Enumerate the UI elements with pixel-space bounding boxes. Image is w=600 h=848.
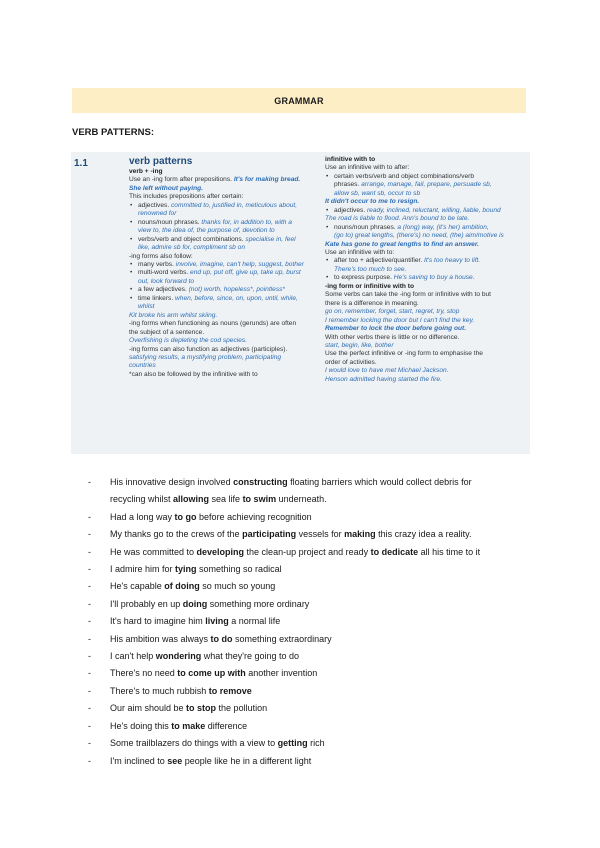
list-item-continuation: recycling whilst allowing sea life to swim underneath. — [110, 494, 327, 505]
example-line: view to, the idea of, the purpose of, devotion to — [138, 227, 275, 235]
ref-line: phrases. arrange, manage, fail, prepare, persuade sb, — [334, 181, 492, 189]
list-item: - I'm inclined to see people like he in a different light — [88, 755, 312, 766]
list-item: - It's hard to imagine him living a normal life — [88, 616, 281, 627]
left-subheading: verb + -ing — [129, 168, 163, 175]
right-heading: -ing form or infinitive with to — [325, 282, 415, 290]
list-item: - He's doing this to make difference — [88, 720, 248, 731]
list-item: - He was committed to developing the clean-up project and ready to dedicate all his time to it — [88, 546, 481, 557]
example-sentences-list — [88, 474, 538, 770]
ref-line: Use an infinitive with to after: — [325, 164, 410, 172]
list-item: - There's to much rubbish to remove — [88, 685, 252, 696]
example-line: Henson admitted having started the fire. — [325, 375, 442, 383]
example-line: (go to) great lengths, (there's) no need, (the) aim/motive is — [334, 232, 504, 240]
grammar-reference-panel — [71, 152, 530, 454]
ref-line: Use an infinitive with to: — [325, 248, 395, 256]
right-heading: infinitive with to — [325, 156, 376, 163]
example-line: countries — [129, 362, 156, 370]
example-line: like, admire sb for, compliment sb on — [138, 244, 246, 252]
list-item: - His innovative design involved constructing floating barriers which would collect debris for — [88, 477, 472, 487]
ref-line: -ing forms also follow: — [129, 252, 193, 260]
bullet-item: • after too + adjective/quantifier. It's too heavy to lift. — [326, 257, 481, 265]
bullet-item: • adjectives. committed to, justified in, meticulous about, — [130, 201, 298, 209]
ref-line: With other verbs there is little or no difference. — [325, 333, 460, 341]
panel-number: 1.1 — [74, 158, 88, 169]
list-item: - His ambition was always to do something extraordinary — [88, 633, 332, 644]
example-line: allow sb, want sb, occur to sb — [334, 189, 421, 197]
bullet-item: • nouns/noun phrases. a (long) way, (it's her) ambition, — [326, 223, 489, 231]
bullet-item: • verbs/verb and object combinations. specialise in, feel — [130, 235, 296, 243]
example-line: Kit broke his arm whilst skiing. — [129, 311, 218, 319]
example-line: start, begin, like, bother — [325, 341, 394, 349]
list-item: - I admire him for tying something so radical — [88, 564, 282, 575]
list-item: - He's capable of doing so much so young — [88, 581, 276, 592]
ref-line: -ing forms can also function as adjectives (participles). — [129, 345, 288, 353]
ref-line: -ing forms when functioning as nouns (gerunds) are often — [129, 320, 297, 328]
bullet-item: • multi-word verbs. end up, put off, give up, take up, burst — [130, 269, 301, 277]
bullet-item: • nouns/noun phrases. thanks for, in addition to, with a — [130, 218, 292, 226]
example-line: There's too much to see. — [334, 265, 407, 273]
example-line: out, look forward to — [138, 277, 195, 285]
ref-line: the subject of a sentence. — [129, 328, 205, 336]
list-item: - There's no need to come up with another invention — [88, 668, 318, 679]
ref-line: Some verbs can take the -ing form or infinitive with to but — [325, 291, 492, 299]
example-line: Kate has gone to great lengths to find an answer. — [325, 240, 479, 248]
footnote: *can also be followed by the infinitive with to — [129, 370, 258, 378]
ref-line: Use an -ing form after prepositions. It's for making bread. — [129, 176, 301, 184]
section-title: VERB PATTERNS: — [72, 127, 154, 138]
example-line: It didn't occur to me to resign. — [325, 198, 420, 206]
bullet-item: • certain verbs/verb and object combinations/verb — [326, 172, 475, 180]
ref-line: Use the perfect infinitive or -ing form to emphasise the — [325, 350, 483, 358]
example-line: She left without paying. — [129, 184, 203, 192]
example-line: Remember to lock the door before going out. — [325, 325, 467, 333]
grammar-header — [72, 88, 526, 113]
example-line: I remember locking the door but I can't find the key. — [325, 316, 475, 324]
list-item: - Some trailblazers do things with a view to getting rich — [88, 738, 325, 749]
bullet-item: • a few adjectives. (not) worth, hopeless*, pointless* — [130, 286, 285, 294]
bullet-item: • many verbs. involve, imagine, can't help, suggest, bother — [130, 260, 304, 268]
example-line: go on, remember, forget, start, regret, try, stop — [325, 308, 460, 316]
bullet-item: • time linkers. when, before, since, on, upon, until, while, — [130, 294, 298, 302]
example-line: I would love to have met Michael Jackson. — [325, 367, 449, 375]
list-item: - Our aim should be to stop the pollution — [88, 703, 268, 714]
right-column — [325, 156, 530, 384]
example-line: renowned for — [138, 210, 177, 218]
bullet-item: • to express purpose. He's saving to buy a house. — [326, 274, 475, 282]
list-item: - I can't help wondering what they're going to do — [88, 651, 300, 662]
example-line: The road is liable to flood. Ann's bound to be late. — [325, 215, 470, 223]
header-title: GRAMMAR — [274, 95, 324, 106]
example-line: Overfishing is depleting the cod species. — [129, 337, 248, 345]
left-heading: verb patterns — [129, 156, 193, 167]
example-line: satisfying results, a mystifying problem, participating — [129, 353, 282, 361]
list-item: - My thanks go to the crews of the participating vessels for making this crazy idea a reality. — [88, 529, 472, 540]
ref-line: This includes prepositions after certain: — [129, 193, 244, 201]
example-line: whilst — [138, 303, 155, 311]
ref-line: there is a difference in meaning. — [325, 299, 419, 307]
list-item: - I'll probably en up doing something more ordinary — [88, 598, 310, 609]
list-item: - Had a long way to go before achieving recognition — [88, 511, 312, 522]
bullet-item: • adjectives. ready, inclined, reluctant, willing, liable, bound — [326, 206, 501, 214]
ref-line: order of activities. — [325, 358, 377, 366]
left-column — [129, 156, 307, 379]
